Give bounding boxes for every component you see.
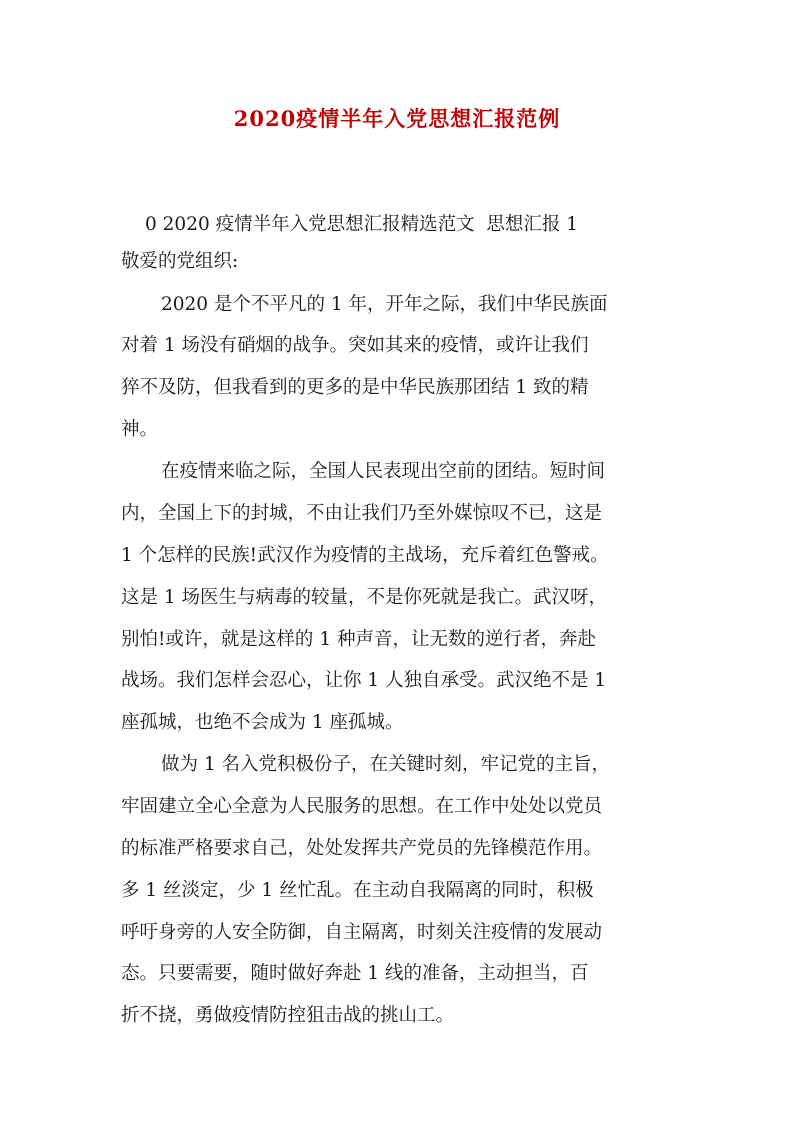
- text-line: 对着 1 场没有硝烟的战争。突如其来的疫情，或许让我们: [121, 335, 589, 356]
- text-line: 1 个怎样的民族!武汉作为疫情的主战场，充斥着红色警戒。: [121, 545, 609, 566]
- text-line: 别怕!或许，就是这样的 1 种声音，让无数的逆行者，奔赴: [121, 629, 596, 650]
- text-line: 2020 是个不平凡的 1 年，开年之际，我们中华民族面: [161, 294, 608, 315]
- text-line: 折不挠，勇做疫情防控狙击战的挑山工。: [121, 1005, 455, 1026]
- text-line: 的标准严格要求自己，处处发挥共产党员的先锋模范作用。: [121, 838, 603, 859]
- text-line: 这是 1 场医生与病毒的较量，不是你死就是我亡。武汉呀，: [121, 587, 608, 608]
- text-line: 内，全国上下的封城，不由让我们乃至外媒惊叹不已，这是: [121, 503, 603, 524]
- text-line: 呼吁身旁的人安全防御，自主隔离，时刻关注疫情的发展动: [121, 922, 603, 943]
- text-line: 多 1 丝淡定，少 1 丝忙乱。在主动自我隔离的同时，积极: [121, 880, 594, 901]
- text-line: 在疫情来临之际，全国人民表现出空前的团结。短时间: [161, 461, 606, 482]
- text-line: 战场。我们怎样会忍心，让你 1 人独自承受。武汉绝不是 1: [121, 670, 607, 691]
- text-line: 牢固建立全心全意为人民服务的思想。在工作中处处以党员: [121, 796, 603, 817]
- text-line: 0 2020 疫情半年入党思想汇报精选范文 思想汇报 1: [145, 214, 579, 235]
- document-title: 2020疫情半年入党思想汇报范例: [233, 106, 561, 131]
- text-line: 神。: [121, 419, 159, 440]
- text-line: 态。只要需要，随时做好奔赴 1 线的准备，主动担当，百: [121, 963, 589, 984]
- text-line: 座孤城，也绝不会成为 1 座孤城。: [121, 712, 404, 733]
- text-line: 敬爱的党组织:: [121, 251, 239, 272]
- text-line: 做为 1 名入党积极份子，在关键时刻，牢记党的主旨，: [161, 754, 611, 775]
- text-line: 猝不及防，但我看到的更多的是中华民族那团结 1 致的精: [121, 377, 589, 398]
